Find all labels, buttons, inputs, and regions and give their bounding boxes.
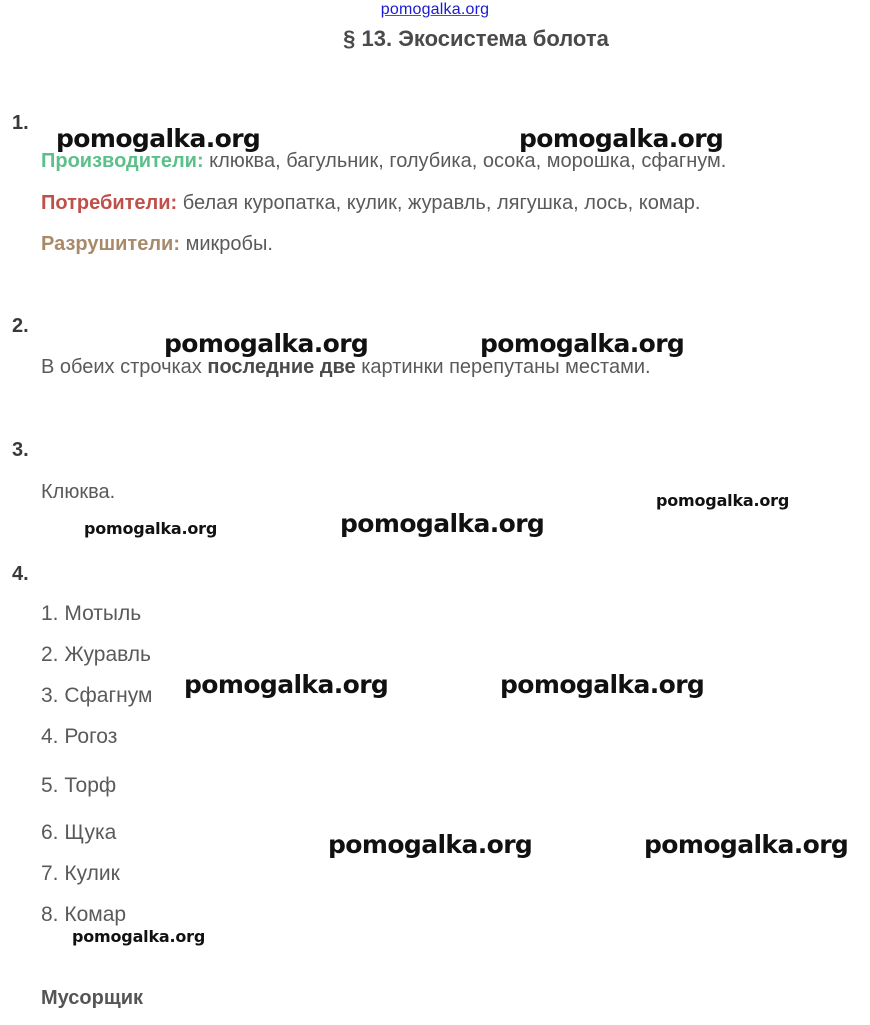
question-3-number: 3. [12,439,29,461]
consumers-label: Потребители: [41,192,178,214]
question-2-number: 2. [12,315,29,337]
watermark: pomogalka.org [644,830,849,859]
watermark: pomogalka.org [519,124,724,153]
q2-text-bold: последние две [207,356,356,378]
q2-text-after: картинки перепутаны местами. [355,356,651,378]
producers-text: клюква, багульник, голубика, осока, морошка, сфагнум. [203,150,727,172]
watermark: pomogalka.org [656,491,790,510]
list-item: 7. Кулик [41,862,120,885]
watermark: pomogalka.org [84,519,218,538]
question-4-answer: Мусорщик [41,987,144,1009]
producers-line [41,150,726,173]
list-item: 1. Мотыль [41,602,142,625]
q2-text-before: В обеих строчках [41,356,208,378]
watermark: pomogalka.org [328,830,533,859]
decomposers-line [41,233,273,256]
list-item: 5. Торф [41,774,117,797]
question-1-number: 1. [12,112,29,134]
decomposers-label: Разрушители: [41,233,181,255]
watermark: pomogalka.org [164,329,369,358]
watermark: pomogalka.org [72,927,206,946]
question-2-answer [41,356,651,379]
question-4-number: 4. [12,563,29,585]
list-item: 8. Комар [41,903,127,926]
watermark: pomogalka.org [480,329,685,358]
site-header-link[interactable]: pomogalka.org [380,1,490,18]
watermark: pomogalka.org [340,509,545,538]
list-item: 6. Щука [41,821,117,844]
list-item: 3. Сфагнум [41,684,153,707]
consumers-line [41,192,700,215]
watermark: pomogalka.org [500,670,705,699]
list-item: 4. Рогоз [41,725,118,748]
watermark: pomogalka.org [56,124,261,153]
decomposers-text: микробы. [180,233,273,255]
watermark: pomogalka.org [184,670,389,699]
producers-label: Производители: [41,150,204,172]
list-item: 2. Журавль [41,643,151,666]
page-title: § 13. Экосистема болота [343,26,609,51]
question-3-answer: Клюква. [41,481,116,503]
consumers-text: белая куропатка, кулик, журавль, лягушка, лось, комар. [177,192,701,214]
